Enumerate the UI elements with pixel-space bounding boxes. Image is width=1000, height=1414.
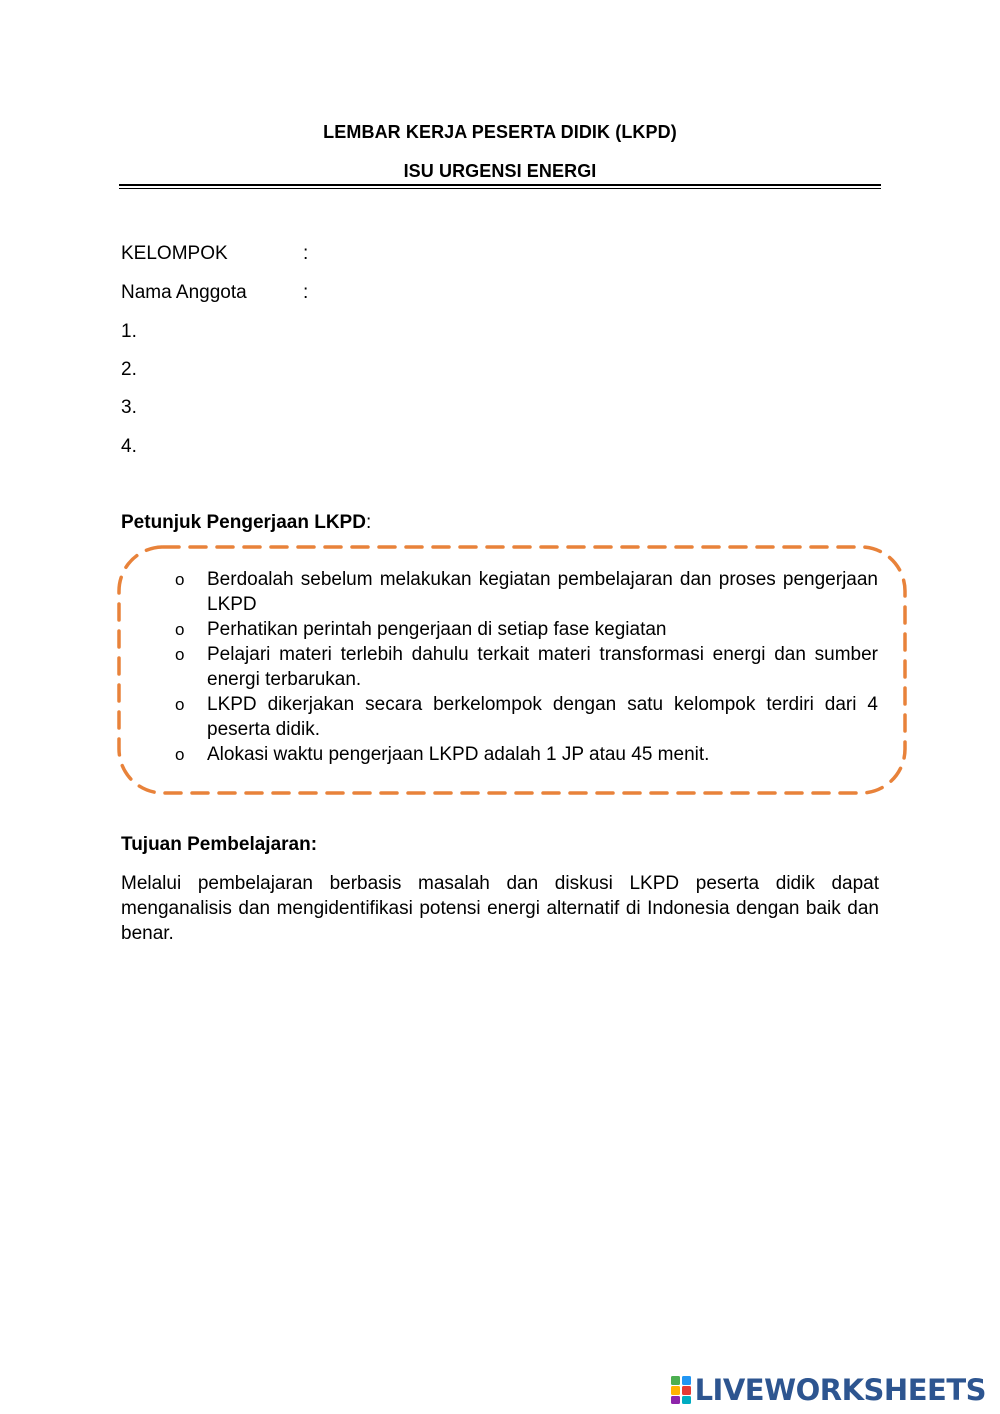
instruction-item <box>170 742 878 767</box>
member-number-4: 4. <box>121 436 137 457</box>
member-number-1: 1. <box>121 321 137 342</box>
group-colon: : <box>303 243 309 264</box>
members-label: Nama Anggota <box>121 282 247 303</box>
instruction-item <box>170 617 878 642</box>
instructions-heading-colon: : <box>365 512 372 533</box>
instruction-text: Alokasi waktu pengerjaan LKPD adalah 1 JP atau 45 menit. <box>207 744 710 765</box>
members-colon: : <box>303 282 309 303</box>
objective-heading-text: Tujuan Pembelajaran: <box>121 834 318 855</box>
instruction-text: Perhatikan perintah pengerjaan di setiap fase kegiatan <box>207 619 667 640</box>
objective-text: Melalui pembelajaran berbasis masalah dan diskusi LKPD peserta didik dapat menganalisis dan mengidentifikasi potensi energi alternatif di Indonesia dengan baik dan benar. <box>121 873 879 944</box>
instruction-item <box>170 692 878 742</box>
bullet-circle-icon: o <box>175 695 185 714</box>
instruction-text: LKPD dikerjakan secara berkelompok dengan satu kelompok terdiri dari 4 peserta didik. <box>207 694 878 740</box>
instructions-heading <box>121 511 371 535</box>
instructions-heading-text: Petunjuk Pengerjaan LKPD <box>121 512 366 533</box>
instruction-text: Pelajari materi terlebih dahulu terkait materi transformasi energi dan sumber energi terbarukan. <box>207 644 878 690</box>
liveworksheets-wordmark: LIVEWORKSHEETS <box>694 1373 986 1407</box>
group-label: KELOMPOK <box>121 243 228 264</box>
member-number-2: 2. <box>121 359 137 380</box>
group-field <box>121 242 308 266</box>
member-number-3: 3. <box>121 397 137 418</box>
objective-heading <box>121 833 317 857</box>
bullet-circle-icon: o <box>175 745 185 764</box>
title-divider-thick <box>119 184 881 186</box>
bullet-circle-icon: o <box>175 570 185 589</box>
liveworksheets-watermark <box>670 1370 986 1410</box>
instructions-list <box>170 567 878 767</box>
bullet-circle-icon: o <box>175 645 185 664</box>
liveworksheets-logo-icon <box>670 1375 692 1405</box>
instruction-item <box>170 642 878 692</box>
bullet-circle-icon: o <box>175 620 185 639</box>
title-divider-thin <box>119 188 881 189</box>
document-subtitle: ISU URGENSI ENERGI <box>403 161 597 181</box>
instruction-item <box>170 567 878 617</box>
document-title: LEMBAR KERJA PESERTA DIDIK (LKPD) <box>323 122 677 142</box>
instruction-text: Berdoalah sebelum melakukan kegiatan pembelajaran dan proses pengerjaan LKPD <box>207 569 878 615</box>
members-field <box>121 281 308 305</box>
